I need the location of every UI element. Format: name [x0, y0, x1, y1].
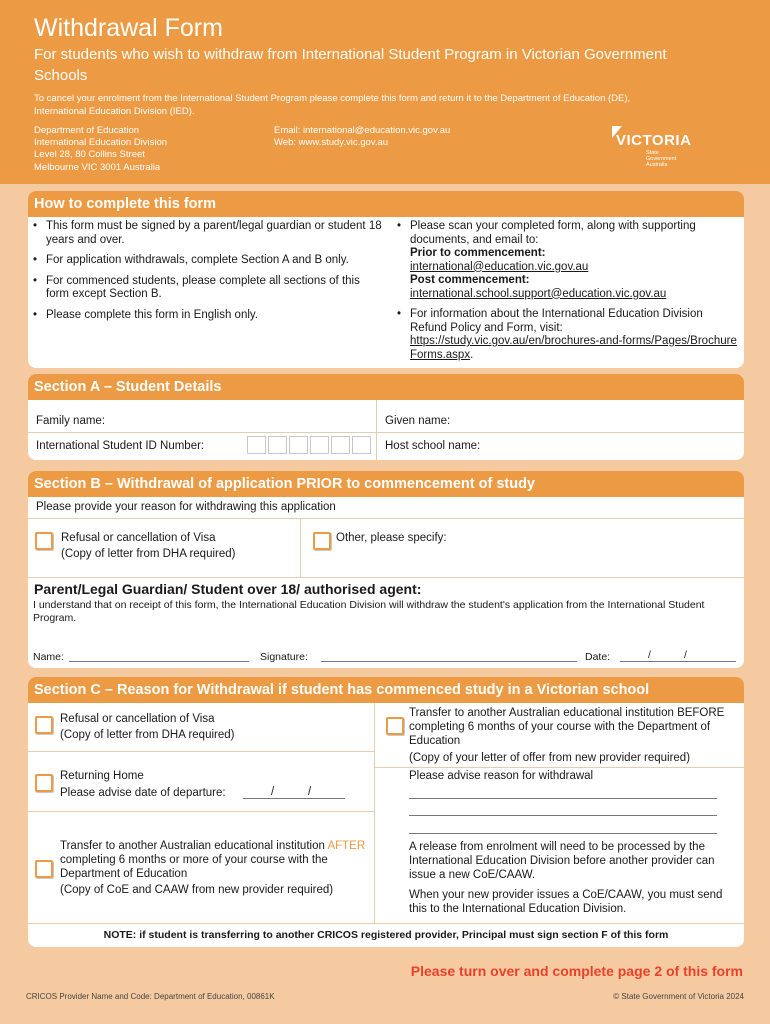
divider	[28, 923, 744, 924]
copyright: © State Government of Victoria 2024	[613, 992, 744, 1001]
visa-refusal-label: Refusal or cancellation of Visa	[61, 532, 216, 544]
instruction-item: • Please complete this form in English only.	[28, 309, 382, 323]
section-a-card	[28, 374, 744, 460]
brochure-link[interactable]: https://study.vic.gov.au/en/brochures-and-forms/Pages/BrochureForms.aspx	[410, 335, 737, 361]
name-input-line[interactable]	[69, 661, 249, 662]
date-input-line[interactable]	[620, 661, 736, 662]
divider	[28, 518, 744, 519]
student-id-digit-box[interactable]	[289, 436, 308, 454]
departure-date-input[interactable]	[243, 798, 345, 799]
visa-refusal-checkbox[interactable]	[35, 532, 53, 550]
other-reason-checkbox[interactable]	[313, 532, 331, 550]
instruction-item: • For commenced students, please complete all sections of this form except Section B.	[28, 275, 382, 302]
instruction-item: • Please scan your completed form, along with supporting documents, and email to: Prior to commencement: international@education.vic.gov.au Post commencement: international.school.support@education.vic.gov.au	[392, 220, 742, 301]
withdraw-reason-prompt: Please provide your reason for withdrawing this application	[36, 501, 336, 513]
divider	[374, 767, 744, 768]
contact-web[interactable]: Web: www.study.vic.gov.au	[274, 137, 389, 149]
divider	[28, 577, 744, 578]
student-id-label: International Student ID Number:	[36, 440, 205, 452]
agent-declaration: I understand that on receipt of this form, the International Education Division will withdraw the student's application from the International Student Program.	[33, 599, 705, 624]
divider	[28, 811, 374, 812]
section-a-title: Section A – Student Details	[28, 374, 744, 400]
transfer-after-note: (Copy of CoE and CAAW from new provider required)	[60, 884, 334, 896]
logo-subtext: State Government Australia	[646, 150, 677, 168]
reason-input-line[interactable]	[409, 815, 717, 816]
how-to-title: How to complete this form	[28, 191, 744, 217]
given-name-label: Given name:	[385, 415, 451, 427]
transfer-after-label: Transfer to another Australian educational institution AFTER completing 6 months or more of your course with the Department of Education	[60, 840, 366, 880]
reason-prompt: Please advise reason for withdrawal	[409, 770, 594, 782]
transfer-before-checkbox[interactable]	[386, 717, 404, 735]
returning-home-checkbox[interactable]	[35, 774, 53, 792]
host-school-label: Host school name:	[385, 440, 481, 452]
family-name-label: Family name:	[36, 415, 106, 427]
prior-email-link[interactable]: international@education.vic.gov.au	[410, 260, 589, 273]
ied-address: Department of Education International Education Division Level 28, 80 Collins Street Melbourne VIC 3001 Australia	[34, 125, 168, 173]
how-to-complete-card	[28, 191, 744, 368]
form-subtitle: For students who wish to withdraw from International Student Program in Victorian Government Schools	[34, 46, 667, 84]
signature-label: Signature:	[260, 651, 308, 663]
student-id-digit-box[interactable]	[247, 436, 266, 454]
student-id-digit-box[interactable]	[331, 436, 350, 454]
how-left-column	[28, 220, 382, 329]
visa-refusal-note: (Copy of letter from DHA required)	[61, 548, 236, 560]
instruction-item: • This form must be signed by a parent/legal guardian or student 18 years and over.	[28, 220, 382, 247]
student-id-digit-box[interactable]	[310, 436, 329, 454]
section-b-title: Section B – Withdrawal of application PRIOR to commencement of study	[28, 471, 744, 497]
departure-date-label: Please advise date of departure:	[60, 787, 226, 799]
date-separator: /	[271, 786, 275, 798]
form-header	[0, 0, 770, 184]
release-info: A release from enrolment will need to be processed by the International Education Division before another provider can issue a new CoE/CAAW.	[409, 841, 715, 881]
post-email-link[interactable]: international.school.support@education.vic.gov.au	[410, 287, 667, 300]
visa-refusal-c-note: (Copy of letter from DHA required)	[60, 729, 235, 741]
form-title: Withdrawal Form	[34, 14, 223, 42]
divider	[376, 400, 377, 460]
cricos-note: NOTE: if student is transferring to another CRICOS registered provider, Principal must sign section F of this form	[103, 929, 669, 941]
section-c-card	[28, 677, 744, 947]
section-b-card	[28, 471, 744, 668]
date-separator: /	[684, 649, 687, 661]
instruction-item: • For information about the International Education Division Refund Policy and Form, visit: https://study.vic.gov.au/en/brochures-and-forms/Pages/BrochureForms.aspx.	[392, 308, 742, 362]
returning-home-label: Returning Home	[60, 770, 144, 782]
cricos-code: CRICOS Provider Name and Code: Department of Education, 00861K	[26, 992, 275, 1001]
form-intro: To cancel your enrolment from the International Student Program please complete this form and return it to the Department of Education (DE), International Education Division (IED).	[34, 93, 631, 117]
visa-refusal-c-label: Refusal or cancellation of Visa	[60, 713, 215, 725]
section-c-title: Section C – Reason for Withdrawal if student has commenced study in a Victorian school	[28, 677, 744, 703]
student-id-digit-box[interactable]	[352, 436, 371, 454]
victoria-logo	[612, 126, 702, 166]
date-separator: /	[648, 649, 651, 661]
transfer-before-label: Transfer to another Australian educational institution BEFORE completing 6 months of your course with the Department of Education	[409, 707, 725, 747]
logo-wordmark: VICTORIA	[616, 132, 692, 149]
name-label: Name:	[33, 651, 64, 663]
contact-email[interactable]: Email: international@education.vic.gov.au	[274, 125, 451, 136]
other-reason-label: Other, please specify:	[336, 532, 447, 544]
reason-input-line[interactable]	[409, 833, 717, 834]
transfer-before-note: (Copy of your letter of offer from new provider required)	[409, 752, 691, 764]
how-right-column	[392, 220, 742, 368]
turn-over-notice: Please turn over and complete page 2 of this form	[410, 963, 743, 979]
transfer-after-checkbox[interactable]	[35, 860, 53, 878]
coe-info: When your new provider issues a CoE/CAAW, you must send this to the International Education Division.	[409, 889, 723, 915]
visa-refusal-c-checkbox[interactable]	[35, 716, 53, 734]
ied-contact	[274, 125, 450, 149]
divider	[300, 518, 301, 577]
student-id-digit-box[interactable]	[268, 436, 287, 454]
signature-input-line[interactable]	[321, 661, 577, 662]
date-label: Date:	[585, 651, 611, 663]
divider	[28, 432, 744, 433]
reason-input-line[interactable]	[409, 798, 717, 799]
agent-title: Parent/Legal Guardian/ Student over 18/ authorised agent:	[34, 581, 422, 597]
instruction-item: • For application withdrawals, complete Section A and B only.	[28, 254, 382, 268]
divider	[28, 751, 374, 752]
date-separator: /	[308, 786, 312, 798]
divider	[374, 703, 375, 923]
